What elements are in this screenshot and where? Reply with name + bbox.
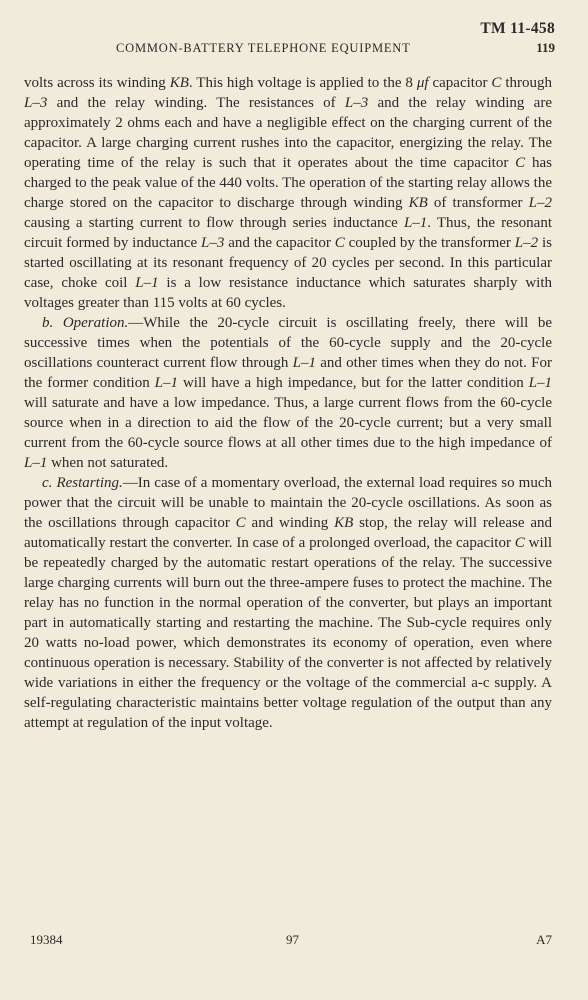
italic-term: μf bbox=[416, 75, 429, 91]
italic-term: L–2 bbox=[528, 195, 553, 211]
text-run: will saturate and have a low impedance. Thus, a large current flows from the 60-cycle source when in a direction to aid the flow of the 20-cycle current; but a very small current from the 60-cycle source flows at all other times due to the high impedance of bbox=[24, 395, 552, 451]
text-run: volts across its winding bbox=[24, 75, 170, 91]
italic-term: L–3 bbox=[24, 95, 48, 111]
italic-term: L–1 bbox=[135, 275, 159, 291]
footer-print-code: 19384 bbox=[30, 932, 63, 947]
italic-term: C bbox=[491, 75, 502, 91]
text-run: —In case of a momentary overload, the external load requires so much power that the circuit will be unable to maintain the 20-cycle oscillations. As soon as the oscillations through capacitor bbox=[24, 475, 552, 531]
text-run: —While the 20-cycle circuit is oscillating freely, there will be successive times when the potentials of the 60-cycle supply and the 20-cycle oscillations counteract current flow through bbox=[24, 315, 552, 371]
paragraph bbox=[24, 73, 552, 313]
text-run: stop, the relay will release and automatically restart the converter. In case of a prolonged overload, the capacitor bbox=[24, 515, 553, 551]
italic-term: C bbox=[235, 515, 246, 531]
italic-term: L–1 bbox=[154, 375, 179, 391]
italic-term: L–3 bbox=[344, 95, 369, 111]
page-number: 119 bbox=[536, 40, 555, 55]
text-run: when not saturated. bbox=[47, 455, 169, 471]
italic-term: C bbox=[334, 235, 345, 251]
italic-term: L–2 bbox=[514, 235, 539, 251]
italic-term: C bbox=[514, 535, 525, 551]
italic-term: L–1 bbox=[292, 355, 316, 371]
document-id: TM 11-458 bbox=[480, 20, 555, 37]
body-text bbox=[24, 73, 552, 733]
footer-page-number: 97 bbox=[286, 932, 299, 947]
italic-term: L–3 bbox=[201, 235, 225, 251]
text-run: . This high voltage is applied to the 8 bbox=[188, 75, 417, 91]
text-run: and the relay winding are approximately 2 ohms each and have a negligible effect on the charging current of the capacitor. A large charging current rushes into the capacitor, energizing the relay. The operating time of the relay is such that it operates about the time capacitor bbox=[24, 95, 552, 171]
italic-term: b. Operation. bbox=[42, 315, 129, 331]
text-run: and other times when they do not. For the former condition bbox=[24, 355, 553, 391]
text-run: and winding bbox=[245, 515, 335, 531]
text-run: through bbox=[501, 75, 552, 91]
text-run: will be repeatedly charged by the automatic restart operations of the relay. The successive large charging currents will burn out the three-ampere fuses to protect the machine. The relay has no function in the normal operation of the converter, but plays an important part in automatically starting and restarting the machine. The Sub-cycle requires only 20 watts no-load power, which demonstrates its economy of operation, even where continuous operation is necessary. Stability of the converter is not affected by relatively wide variations in either the frequency or the voltage of the commercial a-c supply. A self-regulating characteristic maintains better voltage regulation of the output than any attempt at regulation of the input voltage. bbox=[24, 535, 552, 731]
text-run: has charged to the peak value of the 440 volts. The operation of the starting relay allows the charge stored on the capacitor to discharge through winding bbox=[24, 155, 552, 211]
paragraph bbox=[24, 473, 552, 733]
text-run: . Thus, the resonant circuit formed by inductance bbox=[24, 215, 552, 251]
italic-term: KB bbox=[169, 75, 189, 91]
text-run: is a low resistance inductance which saturates sharply with voltages greater than 115 volts at 60 cycles. bbox=[24, 275, 552, 311]
italic-term: KB bbox=[408, 195, 428, 211]
text-run: and the relay winding. The resistances of bbox=[47, 95, 345, 111]
text-run: causing a starting current to flow through series inductance bbox=[24, 215, 404, 231]
italic-term: KB bbox=[334, 515, 354, 531]
running-header-title: COMMON-BATTERY TELEPHONE EQUIPMENT bbox=[116, 41, 411, 55]
italic-term: L–1 bbox=[528, 375, 553, 391]
italic-term: L–1 bbox=[403, 215, 428, 231]
footer-signature-mark: A7 bbox=[536, 932, 552, 947]
text-run: capacitor bbox=[428, 75, 492, 91]
text-run: of transformer bbox=[427, 195, 529, 211]
text-run: will have a high impedance, but for the latter condition bbox=[178, 375, 529, 391]
text-run: is started oscillating at its resonant frequency of 20 cycles per second. In this particular case, choke coil bbox=[24, 235, 552, 291]
text-run: and the capacitor bbox=[224, 235, 335, 251]
italic-term: c. Restarting. bbox=[42, 475, 123, 491]
text-run: coupled by the transformer bbox=[344, 235, 515, 251]
paragraph bbox=[24, 313, 552, 473]
italic-term: C bbox=[515, 155, 526, 171]
italic-term: L–1 bbox=[24, 455, 48, 471]
